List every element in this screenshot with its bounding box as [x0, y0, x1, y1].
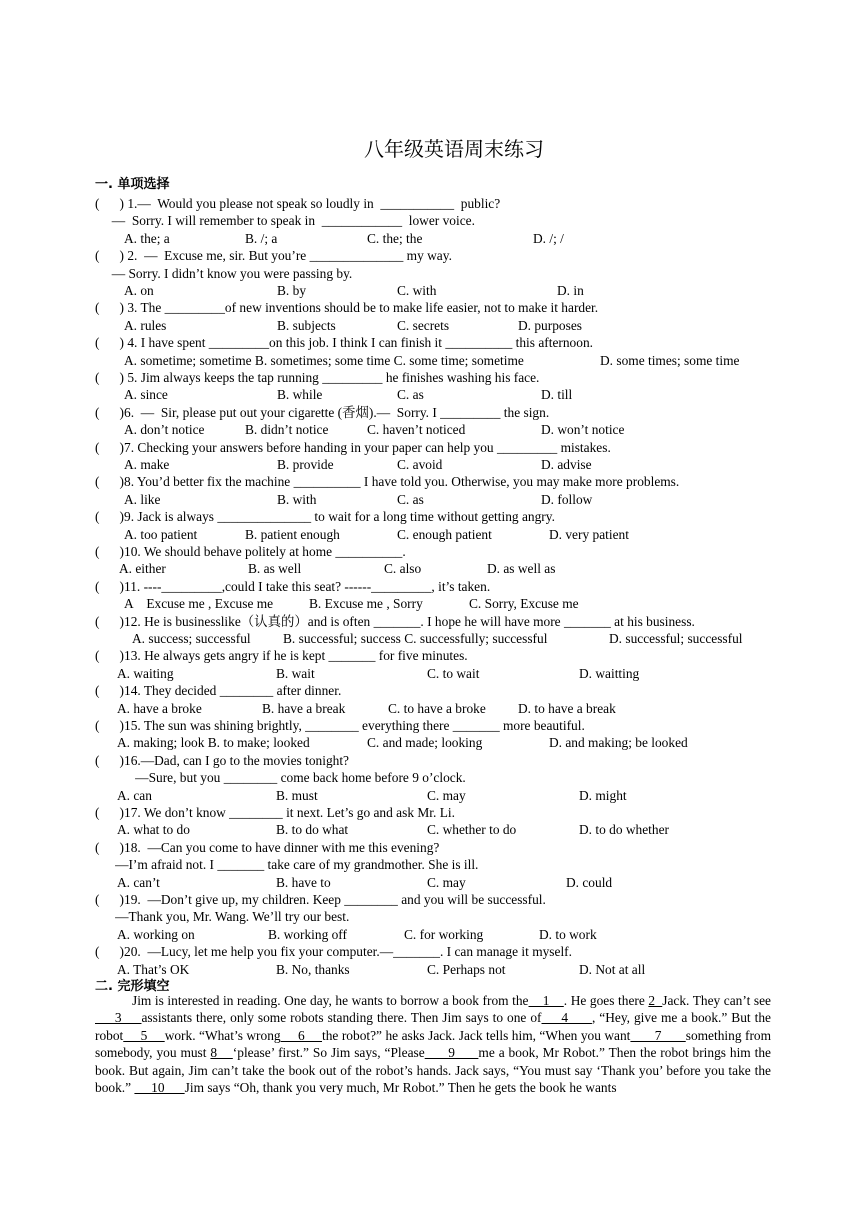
answer-option: D. won’t notice [541, 422, 625, 438]
answer-option: A. either [119, 561, 166, 577]
cloze-blank: 9 [424, 1045, 479, 1061]
answer-option: A. since [124, 387, 168, 403]
answer-option: A. waiting [117, 665, 174, 681]
question-stem: ( ) 5. Jim always keeps the tap running _________ he finishes washing his face. [95, 370, 540, 385]
answer-option: B. to do what [276, 822, 349, 838]
answer-option: C. secrets [397, 317, 450, 333]
answer-option: A. can [117, 787, 152, 803]
answer-option: A. don’t notice [124, 422, 205, 438]
answer-option: A Excuse me , Excuse me [124, 596, 274, 612]
answer-option: B. Excuse me , Sorry [309, 596, 423, 612]
question-dialogue-line: —Thank you, Mr. Wang. We’ll try our best. [95, 909, 350, 925]
answer-option: B. No, thanks [276, 961, 350, 977]
answer-option: A. rules [124, 317, 167, 333]
cloze-blank: 8 [210, 1045, 233, 1061]
question-stem: ( )6. — Sir, please put out your cigarette (香烟).— Sorry. I _________ the sign. [95, 404, 550, 420]
answer-option: D. could [566, 874, 613, 890]
question-stem: ( )19. —Don’t give up, my children. Keep ________ and you will be successful. [95, 892, 546, 907]
answer-option: D. and making; be looked [549, 735, 688, 751]
answer-option: D. purposes [518, 317, 582, 333]
question-stem: ( )9. Jack is always ______________ to wait for a long time without getting angry. [95, 509, 555, 525]
answer-option: D. waitting [579, 665, 640, 681]
answer-option: A. on [124, 283, 154, 298]
question-stem: ( )10. We should behave politely at home __________. [95, 544, 406, 559]
answer-option: A. can’t [117, 874, 160, 890]
cloze-blank: 3 [95, 1010, 142, 1026]
answer-option: B. patient enough [245, 526, 340, 542]
answer-option: C. with [397, 283, 437, 298]
page-title: 八年级英语周末练习 [364, 137, 544, 161]
question-stem: ( )11. ----_________,could I take this seat? ------_________, it’s taken. [95, 578, 491, 594]
answer-option: C. haven’t noticed [367, 422, 466, 438]
question-stem: ( )12. He is businesslike（认真的）and is often _______. I hope he will have more _______ at his business. [95, 613, 695, 629]
answer-option: B. /; a [245, 230, 278, 246]
question-dialogue-line: — Sorry. I didn’t know you were passing by. [95, 265, 353, 281]
cloze-blank: 4 [541, 1010, 592, 1026]
answer-option: C. Sorry, Excuse me [469, 596, 579, 612]
answer-option: C. to wait [427, 665, 480, 681]
answer-option: B. by [277, 283, 307, 298]
answer-option: C. enough patient [397, 526, 492, 542]
answer-option: A. working on [117, 926, 195, 942]
answer-option: A. making; look B. to make; looked [117, 735, 310, 751]
question-dialogue-line: — Sorry. I will remember to speak in ____________ lower voice. [95, 213, 475, 229]
question-stem: ( ) 3. The _________of new inventions should be to make life easier, not to make it harder. [95, 300, 599, 316]
cloze-blank: 5 [123, 1027, 165, 1043]
answer-option: C. Perhaps not [427, 961, 506, 977]
answer-option: D. very patient [549, 526, 629, 542]
answer-option: D. to have a break [518, 700, 616, 716]
answer-option: B. wait [276, 665, 315, 681]
answer-option: B. as well [248, 561, 302, 577]
question-stem: ( )16.—Dad, can I go to the movies tonight? [95, 752, 349, 768]
answer-option: B. didn’t notice [245, 422, 329, 438]
cloze-blank: 2 [648, 993, 663, 1008]
answer-option: B. provide [277, 457, 334, 472]
answer-option: C. may [427, 874, 466, 890]
answer-option: D. might [579, 787, 627, 803]
answer-option: B. must [276, 787, 318, 803]
answer-option: A. the; a [124, 230, 170, 246]
question-stem: ( ) 2. — Excuse me, sir. But you’re ______________ my way. [95, 248, 452, 264]
answer-option: D. as well as [487, 561, 556, 577]
answer-option: B. have to [276, 874, 331, 890]
answer-option: D. to work [539, 926, 597, 942]
answer-option: B. while [277, 387, 323, 403]
answer-option: A. like [124, 491, 161, 507]
answer-option: A. sometime; sometime B. sometimes; some time C. some time; sometime [124, 352, 524, 368]
answer-option: B. successful; success C. successfully; successful [283, 631, 548, 646]
answer-option: B. subjects [277, 317, 336, 333]
answer-option: C. and made; looking [367, 735, 483, 751]
answer-option: C. to have a broke [388, 700, 486, 716]
answer-option: C. the; the [367, 230, 423, 246]
answer-option: C. for working [404, 926, 484, 942]
answer-option: B. with [277, 491, 317, 507]
cloze-blank: 7 [630, 1027, 686, 1043]
question-dialogue-line: —Sure, but you ________ come back home before 9 o’clock. [95, 770, 466, 786]
answer-option: C. may [427, 787, 466, 803]
answer-option: C. as [397, 491, 424, 507]
question-stem: ( ) 1.— Would you please not speak so loudly in ___________ public? [95, 196, 501, 211]
answer-option: B. working off [268, 926, 347, 942]
question-stem: ( )7. Checking your answers before handing in your paper can help you _________ mistakes. [95, 439, 611, 455]
cloze-blank: 10 [134, 1080, 185, 1096]
question-stem: ( )8. You’d better fix the machine __________ I have told you. Otherwise, you may make more problems. [95, 474, 680, 490]
question-stem: ( )17. We don’t know ________ it next. Let’s go and ask Mr. Li. [95, 805, 455, 820]
answer-option: B. have a break [262, 700, 346, 716]
question-stem: ( ) 4. I have spent _________on this job. I think I can finish it __________ this afternoon. [95, 335, 593, 351]
answer-option: D. /; / [533, 230, 564, 246]
answer-option: D. follow [541, 491, 593, 507]
question-stem: ( )14. They decided ________ after dinner. [95, 683, 342, 699]
question-stem: ( )15. The sun was shining brightly, ________ everything there _______ more beautiful. [95, 718, 585, 733]
answer-option: A. have a broke [117, 700, 202, 716]
answer-option: D. in [557, 283, 584, 298]
answer-option: D. some times; some time [600, 352, 740, 368]
question-stem: ( )18. —Can you come to have dinner with me this evening? [95, 839, 440, 855]
cloze-blank: 1 [528, 993, 564, 1008]
answer-option: C. whether to do [427, 822, 517, 838]
answer-option: D. advise [541, 457, 592, 472]
answer-option: C. as [397, 387, 424, 403]
answer-option: D. to do whether [579, 822, 669, 838]
answer-option: C. also [384, 561, 422, 577]
answer-option: D. Not at all [579, 961, 646, 977]
question-stem: ( )13. He always gets angry if he is kept _______ for five minutes. [95, 648, 468, 664]
cloze-passage [95, 992, 771, 1096]
answer-option: D. successful; successful [609, 631, 743, 646]
section-heading-multiple-choice: 一. 单项选择 [95, 177, 170, 192]
section-heading-cloze: 二. 完形填空 [95, 979, 170, 994]
answer-option: D. till [541, 387, 573, 403]
cloze-paragraph: Jim is interested in reading. One day, he wants to borrow a book from the 1 . He goes there 2 Jack. They can’t see 3 assistants there, only some robots standing there. Then Jim says to one of 4 , “Hey, give me a book.” But the robot 5 work. “What’s wrong 6 the robot?” he asks Jack. Jack tells him, “When you want 7 something from somebody, you must 8 ‘please’ first.” So Jim says, “Please 9 me a book, Mr Robot.” Then the robot brings him the book. But again, Jim can’t take the book out of the robot’s hands. Jack says, “You must say ‘Thank you’ before you take the book.” 10 Jim says “Oh, thank you very much, Mr Robot.” Then he gets the book he wants [95, 993, 772, 1096]
answer-option: A. make [124, 457, 170, 472]
answer-option: A. too patient [124, 526, 198, 542]
question-stem: ( )20. —Lucy, let me help you fix your computer.—_______. I can manage it myself. [95, 944, 572, 960]
question-dialogue-line: —I’m afraid not. I _______ take care of my grandmother. She is ill. [95, 857, 479, 873]
answer-option: C. avoid [397, 457, 443, 472]
answer-option: A. success; successful [132, 631, 251, 646]
answer-option: A. what to do [117, 822, 190, 838]
cloze-blank: 6 [280, 1027, 323, 1043]
answer-option: A. That’s OK [117, 961, 190, 977]
